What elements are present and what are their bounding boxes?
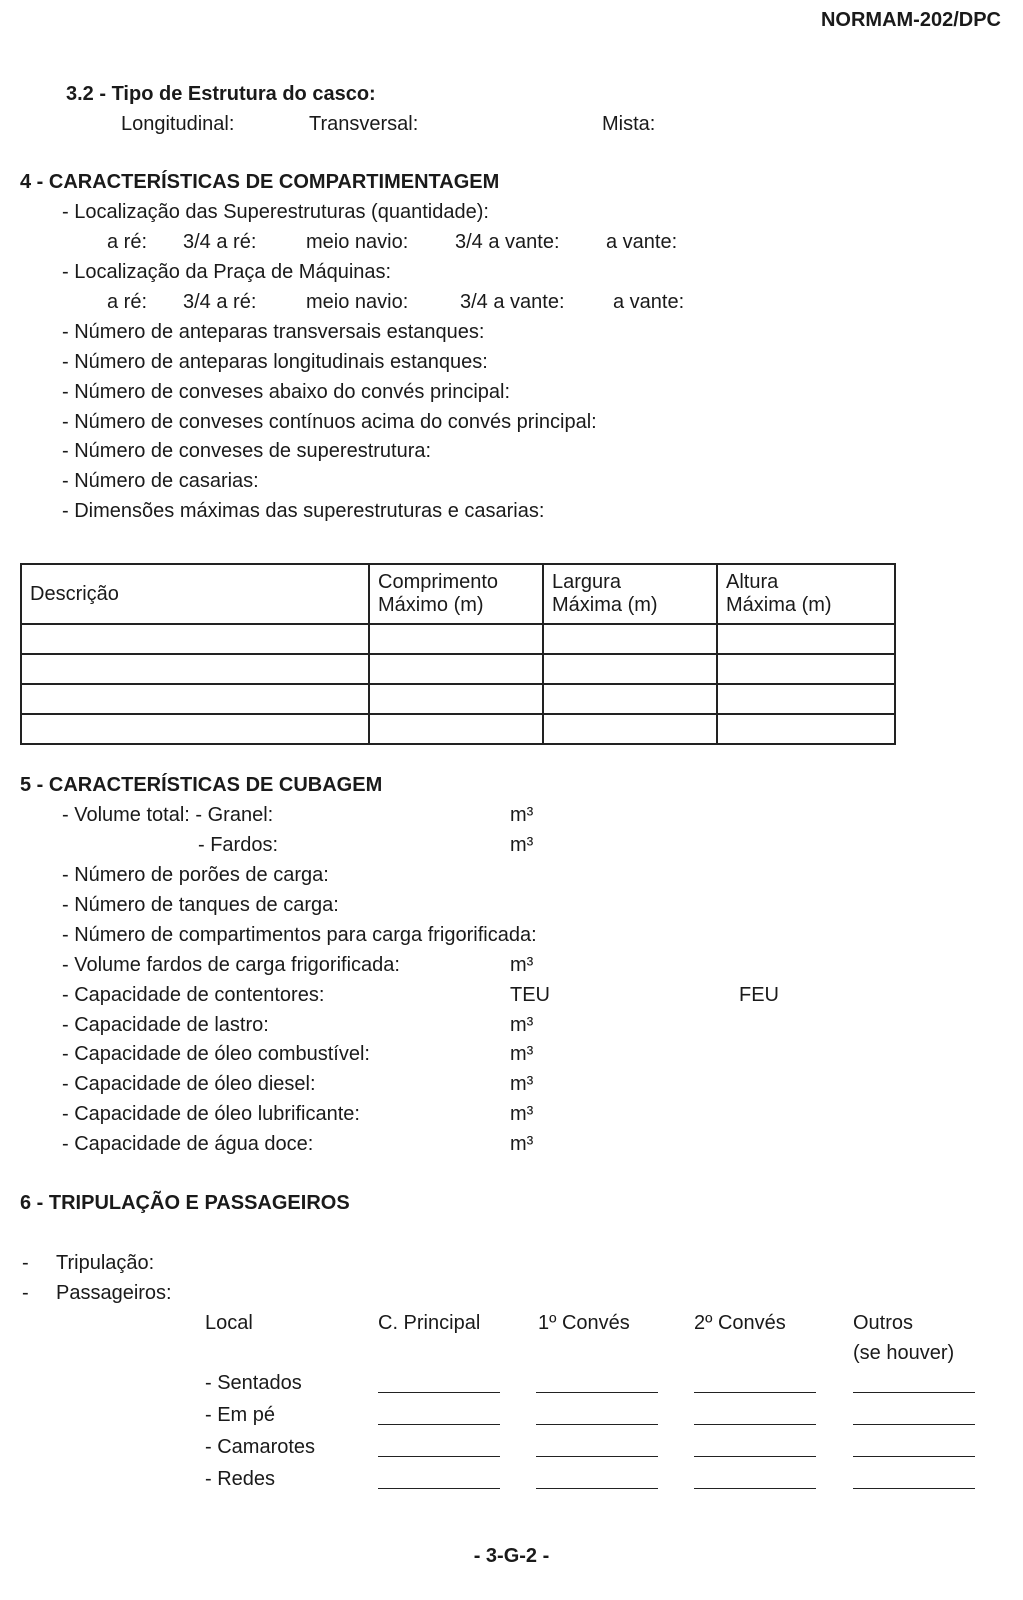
table-cell[interactable] bbox=[543, 654, 717, 684]
table-cell[interactable] bbox=[543, 684, 717, 714]
unit-feu: FEU bbox=[739, 984, 779, 1006]
ballast-capacity-label: - Capacidade de lastro: bbox=[62, 1014, 269, 1036]
table-cell[interactable] bbox=[21, 654, 369, 684]
table-cell[interactable] bbox=[369, 654, 543, 684]
table-cell[interactable] bbox=[543, 714, 717, 744]
bullet-dash: - bbox=[22, 1252, 29, 1274]
header-description: Descrição bbox=[21, 564, 369, 624]
blank-line[interactable] bbox=[378, 1392, 500, 1393]
tanks-label: - Número de tanques de carga: bbox=[62, 894, 339, 916]
machine-pos-aft: a ré: bbox=[107, 291, 148, 313]
section-5-title: 5 - CARACTERÍSTICAS DE CUBAGEM bbox=[20, 774, 383, 796]
header-width-line1: Largura bbox=[552, 571, 621, 593]
blank-line[interactable] bbox=[536, 1424, 658, 1425]
unit-m3: m³ bbox=[510, 1014, 534, 1036]
blank-line[interactable] bbox=[536, 1392, 658, 1393]
row-cabins: - Camarotes bbox=[205, 1436, 316, 1458]
unit-m3: m³ bbox=[510, 1133, 534, 1155]
fuel-oil-capacity-label: - Capacidade de óleo combustível: bbox=[62, 1043, 370, 1065]
header-length-line2: Máximo (m) bbox=[378, 594, 484, 616]
passengers-label: Passageiros: bbox=[56, 1282, 172, 1304]
table-row bbox=[21, 624, 895, 654]
table-row bbox=[21, 684, 895, 714]
superstructure-location-label: - Localização das Superestruturas (quantidade): bbox=[62, 201, 489, 223]
machine-pos-midship: meio navio: bbox=[306, 291, 409, 313]
list-item: - Número de conveses de superestrutura: bbox=[62, 440, 432, 462]
holds-label: - Número de porões de carga: bbox=[62, 864, 329, 886]
crew-label: Tripulação: bbox=[56, 1252, 155, 1274]
blank-line[interactable] bbox=[694, 1488, 816, 1489]
table-cell[interactable] bbox=[543, 624, 717, 654]
table-row bbox=[21, 714, 895, 744]
unit-m3: m³ bbox=[510, 804, 534, 826]
table-cell[interactable] bbox=[717, 714, 895, 744]
section-6-title: 6 - TRIPULAÇÃO E PASSAGEIROS bbox=[20, 1192, 350, 1214]
col-others-note: (se houver) bbox=[853, 1342, 955, 1364]
unit-m3: m³ bbox=[510, 1043, 534, 1065]
machine-pos-three-quarter-aft: 3/4 a ré: bbox=[183, 291, 257, 313]
row-standing: - Em pé bbox=[205, 1404, 276, 1426]
refrigerated-volume-label: - Volume fardos de carga frigorificada: bbox=[62, 954, 400, 976]
section-3-2-title: 3.2 - Tipo de Estrutura do casco: bbox=[66, 83, 376, 105]
super-pos-midship: meio navio: bbox=[306, 231, 409, 253]
header-height bbox=[717, 564, 895, 624]
blank-line[interactable] bbox=[378, 1488, 500, 1489]
unit-m3: m³ bbox=[510, 954, 534, 976]
list-item: - Número de casarias: bbox=[62, 470, 259, 492]
row-seated: - Sentados bbox=[205, 1372, 302, 1394]
list-item: - Número de anteparas longitudinais estanques: bbox=[62, 351, 488, 373]
superstructure-dimensions-table bbox=[20, 563, 896, 745]
machinery-location-label: - Localização da Praça de Máquinas: bbox=[62, 261, 392, 283]
fresh-water-capacity-label: - Capacidade de água doce: bbox=[62, 1133, 314, 1155]
machine-pos-fwd: a vante: bbox=[613, 291, 685, 313]
blank-line[interactable] bbox=[536, 1456, 658, 1457]
col-local: Local bbox=[205, 1312, 253, 1334]
option-longitudinal: Longitudinal: bbox=[121, 113, 235, 135]
super-pos-fwd: a vante: bbox=[606, 231, 678, 253]
unit-m3: m³ bbox=[510, 1073, 534, 1095]
table-cell[interactable] bbox=[717, 684, 895, 714]
col-second-deck: 2º Convés bbox=[694, 1312, 786, 1334]
table-cell[interactable] bbox=[717, 624, 895, 654]
unit-m3: m³ bbox=[510, 834, 534, 856]
header-length bbox=[369, 564, 543, 624]
table-cell[interactable] bbox=[21, 684, 369, 714]
header-height-line2: Máxima (m) bbox=[726, 594, 832, 616]
super-pos-aft: a ré: bbox=[107, 231, 148, 253]
blank-line[interactable] bbox=[853, 1392, 975, 1393]
row-hammocks: - Redes bbox=[205, 1468, 276, 1490]
lube-oil-capacity-label: - Capacidade de óleo lubrificante: bbox=[62, 1103, 360, 1125]
unit-m3: m³ bbox=[510, 1103, 534, 1125]
list-item: - Dimensões máximas das superestruturas e casarias: bbox=[62, 500, 545, 522]
refrigerated-compartments-label: - Número de compartimentos para carga frigorificada: bbox=[62, 924, 537, 946]
diesel-oil-capacity-label: - Capacidade de óleo diesel: bbox=[62, 1073, 316, 1095]
list-item: - Número de conveses contínuos acima do convés principal: bbox=[62, 411, 597, 433]
header-length-line1: Comprimento bbox=[378, 571, 499, 593]
col-main-deck: C. Principal bbox=[378, 1312, 481, 1334]
super-pos-three-quarter-fwd: 3/4 a vante: bbox=[455, 231, 560, 253]
option-transversal: Transversal: bbox=[309, 113, 419, 135]
volume-total-granel-label: - Volume total: - Granel: bbox=[62, 804, 274, 826]
list-item: - Número de anteparas transversais estanques: bbox=[62, 321, 485, 343]
document-id: NORMAM-202/DPC bbox=[820, 9, 1001, 31]
table-cell[interactable] bbox=[369, 684, 543, 714]
table-cell[interactable] bbox=[717, 654, 895, 684]
table-header-row bbox=[21, 564, 895, 624]
container-capacity-label: - Capacidade de contentores: bbox=[62, 984, 325, 1006]
blank-line[interactable] bbox=[694, 1424, 816, 1425]
col-first-deck: 1º Convés bbox=[538, 1312, 630, 1334]
blank-line[interactable] bbox=[378, 1456, 500, 1457]
table-cell[interactable] bbox=[369, 624, 543, 654]
table-cell[interactable] bbox=[21, 714, 369, 744]
blank-line[interactable] bbox=[694, 1456, 816, 1457]
blank-line[interactable] bbox=[378, 1424, 500, 1425]
header-height-line1: Altura bbox=[726, 571, 779, 593]
table-row bbox=[21, 654, 895, 684]
machine-pos-three-quarter-fwd: 3/4 a vante: bbox=[460, 291, 565, 313]
blank-line[interactable] bbox=[853, 1424, 975, 1425]
blank-line[interactable] bbox=[694, 1392, 816, 1393]
super-pos-three-quarter-aft: 3/4 a ré: bbox=[183, 231, 257, 253]
list-item: - Número de conveses abaixo do convés principal: bbox=[62, 381, 511, 403]
table-cell[interactable] bbox=[369, 714, 543, 744]
blank-line[interactable] bbox=[853, 1488, 975, 1489]
table-cell[interactable] bbox=[21, 624, 369, 654]
blank-line[interactable] bbox=[536, 1488, 658, 1489]
unit-teu: TEU bbox=[510, 984, 550, 1006]
header-width-line2: Máxima (m) bbox=[552, 594, 658, 616]
blank-line[interactable] bbox=[853, 1456, 975, 1457]
fardos-label: - Fardos: bbox=[198, 834, 279, 856]
header-width bbox=[543, 564, 717, 624]
col-others: Outros bbox=[853, 1312, 914, 1334]
bullet-dash: - bbox=[22, 1282, 29, 1304]
page-number: - 3-G-2 - bbox=[473, 1545, 550, 1567]
option-mista: Mista: bbox=[602, 113, 656, 135]
section-4-title: 4 - CARACTERÍSTICAS DE COMPARTIMENTAGEM bbox=[20, 171, 500, 193]
